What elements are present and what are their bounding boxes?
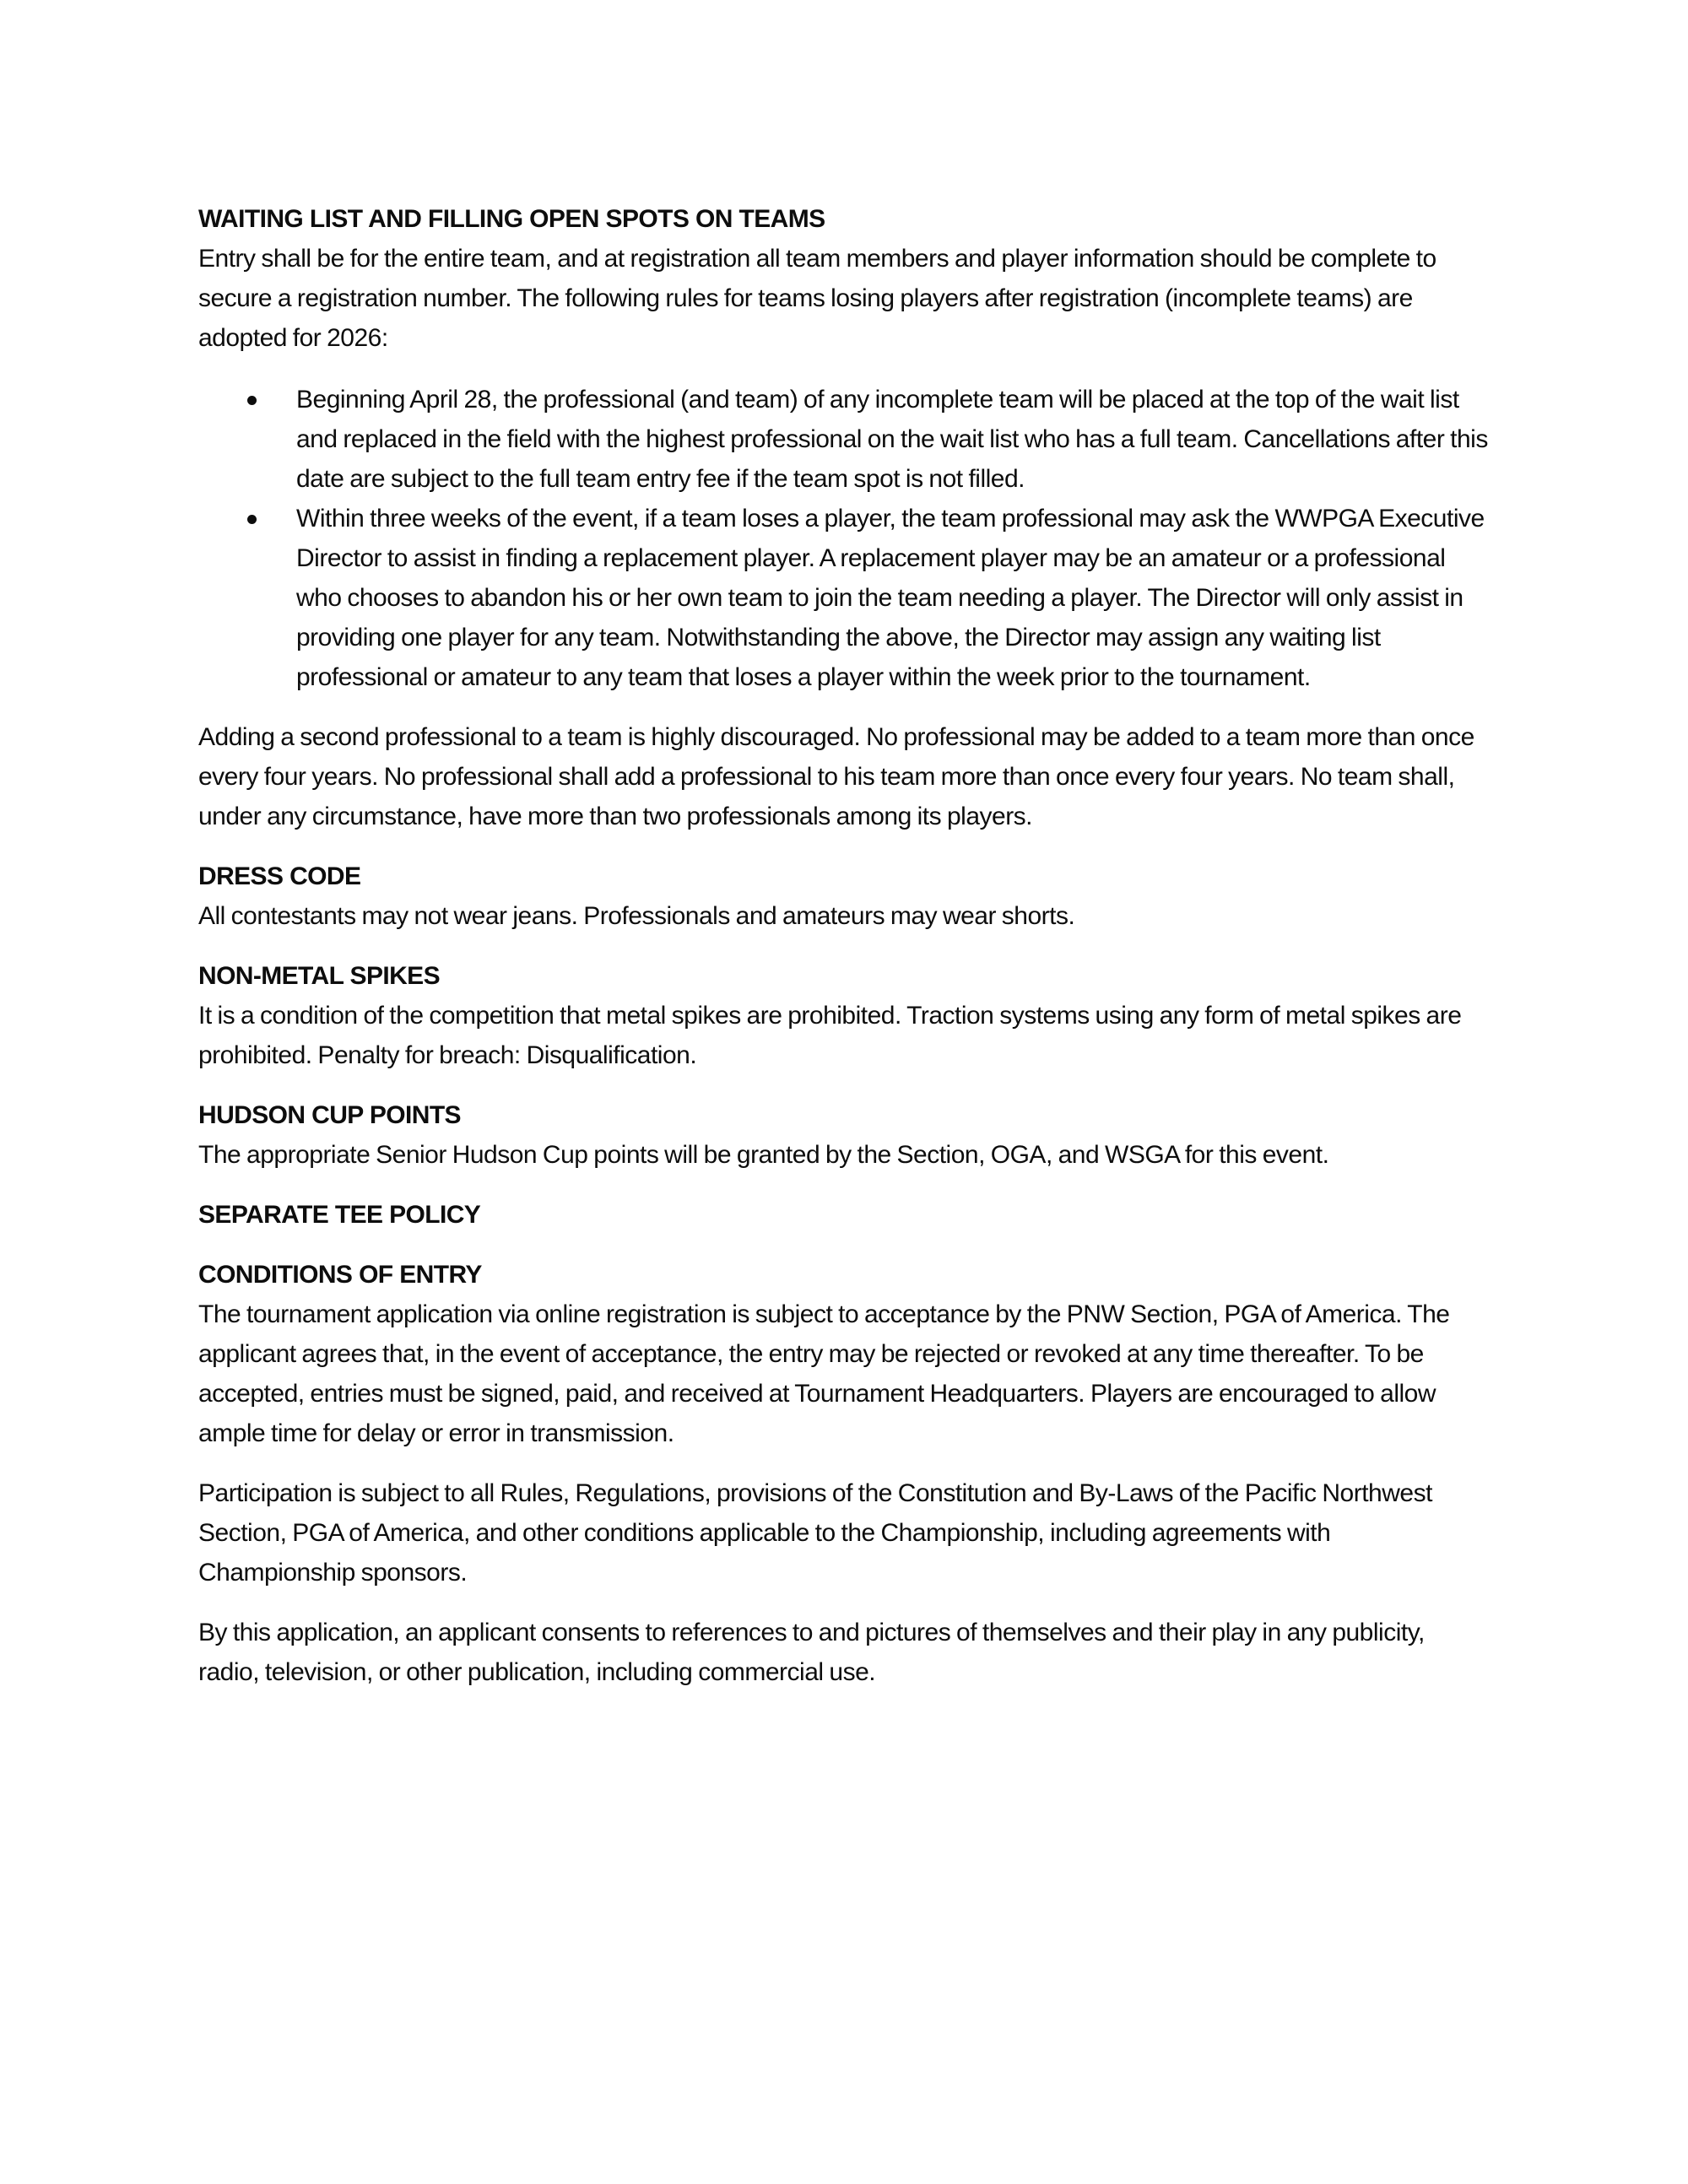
bullet-item xyxy=(198,499,1490,697)
document-page xyxy=(198,199,1490,1712)
section-paragraph: Adding a second professional to a team is highly discouraged. No professional may be added to a team more than once every four years. No professional shall add a professional to his team more than once every four years. No team shall, under any circumstance, have more than two professionals among its players. xyxy=(198,723,1474,830)
section-paragraph: Entry shall be for the entire team, and at registration all team members and player information should be complete to secure a registration number. The following rules for teams losing players after registration (incomplete teams) are adopted for 2026: xyxy=(198,245,1436,352)
bullet-dot-icon xyxy=(247,515,257,524)
section-dress-code xyxy=(198,857,1490,936)
section-hudson-cup-points xyxy=(198,1095,1490,1175)
section-paragraph: It is a condition of the competition that metal spikes are prohibited. Traction systems using any form of metal spikes are prohibited. Penalty for breach: Disqualification. xyxy=(198,1002,1462,1069)
bullet-dot-icon xyxy=(247,396,257,405)
section-heading: SEPARATE TEE POLICY xyxy=(198,1201,481,1229)
section-paragraph: By this application, an applicant consents to references to and pictures of themselves and their play in any publicity, radio, television, or other publication, including commercial use. xyxy=(198,1619,1425,1686)
section-heading: HUDSON CUP POINTS xyxy=(198,1101,461,1129)
section-paragraph: The appropriate Senior Hudson Cup points will be granted by the Section, OGA, and WSGA for this event. xyxy=(198,1141,1329,1169)
section-heading: WAITING LIST AND FILLING OPEN SPOTS ON TEAMS xyxy=(198,205,825,233)
section-separate-tee-policy xyxy=(198,1195,1490,1235)
bullet-item xyxy=(198,380,1490,499)
section-heading: CONDITIONS OF ENTRY xyxy=(198,1261,482,1289)
bullet-list xyxy=(198,380,1490,697)
section-waiting-list xyxy=(198,199,1490,836)
section-paragraph: The tournament application via online registration is subject to acceptance by the PNW Section, PGA of America. The applicant agrees that, in the event of acceptance, the entry may be rejected or revoked at any time thereafter. To be accepted, entries must be signed, paid, and received at Tournament Headquarters. Players are encouraged to allow ample time for delay or error in transmission. xyxy=(198,1300,1450,1447)
section-paragraph: All contestants may not wear jeans. Professionals and amateurs may wear shorts. xyxy=(198,902,1075,930)
section-non-metal-spikes xyxy=(198,956,1490,1075)
bullet-text: Beginning April 28, the professional (and team) of any incomplete team will be placed at the top of the wait list and replaced in the field with the highest professional on the wait list who has a full team. Cancellations after this date are subject to the full team entry fee if the team spot is not filled. xyxy=(296,386,1488,493)
bullet-text: Within three weeks of the event, if a team loses a player, the team professional may ask the WWPGA Executive Director to assist in finding a replacement player. A replacement player may be an amateur or a professional who chooses to abandon his or her own team to join the team needing a player. The Director will only assist in providing one player for any team. Notwithstanding the above, the Director may assign any waiting list professional or amateur to any team that loses a player within the week prior to the tournament. xyxy=(296,505,1485,691)
section-heading: NON-METAL SPIKES xyxy=(198,962,440,990)
section-heading: DRESS CODE xyxy=(198,862,361,890)
section-conditions-of-entry xyxy=(198,1255,1490,1692)
section-paragraph: Participation is subject to all Rules, Regulations, provisions of the Constitution and By-Laws of the Pacific Northwest Section, PGA of America, and other conditions applicable to the Championship, including agreements with Championship sponsors. xyxy=(198,1479,1432,1587)
